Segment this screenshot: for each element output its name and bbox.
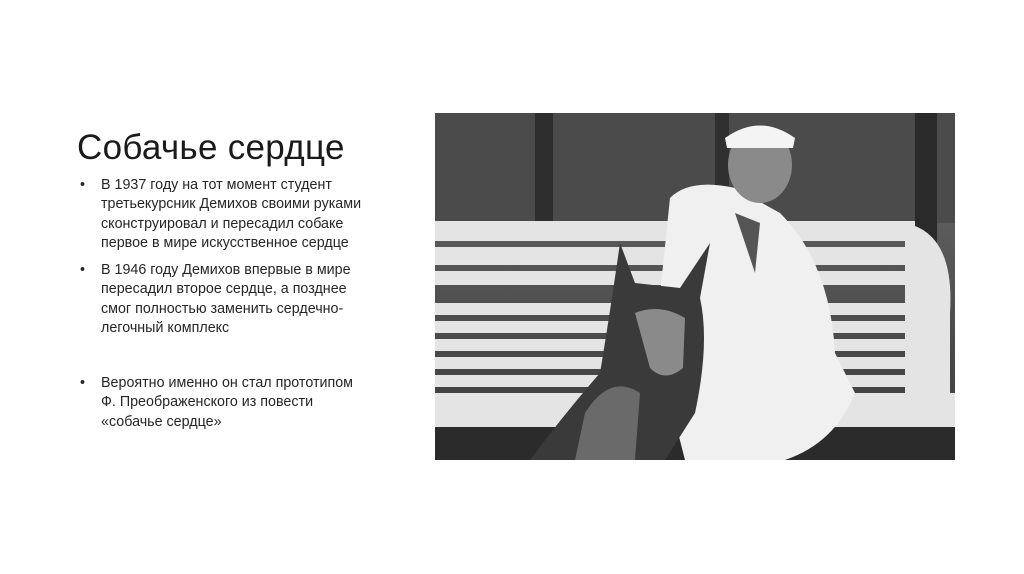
bullet-line: смог полностью заменить сердечно- xyxy=(101,300,344,317)
bullet-line: пересадил второе сердце, а позднее xyxy=(101,281,347,298)
bullet-line: сконструировал и пересадил собаке xyxy=(101,215,344,232)
bullet-line: «собачье сердце» xyxy=(101,413,222,430)
bullet-line: первое в мире искусственное сердце xyxy=(101,234,349,251)
bullet-line: Ф. Преображенского из повести xyxy=(101,394,314,411)
slide-title: Собачье сердце xyxy=(77,128,345,167)
bullet-line: легочный комплекс xyxy=(101,319,230,336)
bullet-line: В 1946 году Демихов впервые в мире xyxy=(101,262,351,278)
bullet-line: Вероятно именно он стал прототипом xyxy=(101,375,354,391)
photo-demikhov-with-dog xyxy=(435,113,955,460)
bullet-dot: • xyxy=(80,262,86,278)
bullet-dot: • xyxy=(80,375,86,391)
bullet-line: В 1937 году на тот момент студент xyxy=(101,177,332,193)
bullet-line: третьекурсник Демихов своими руками xyxy=(101,196,362,213)
bullet-dot: • xyxy=(80,177,86,193)
